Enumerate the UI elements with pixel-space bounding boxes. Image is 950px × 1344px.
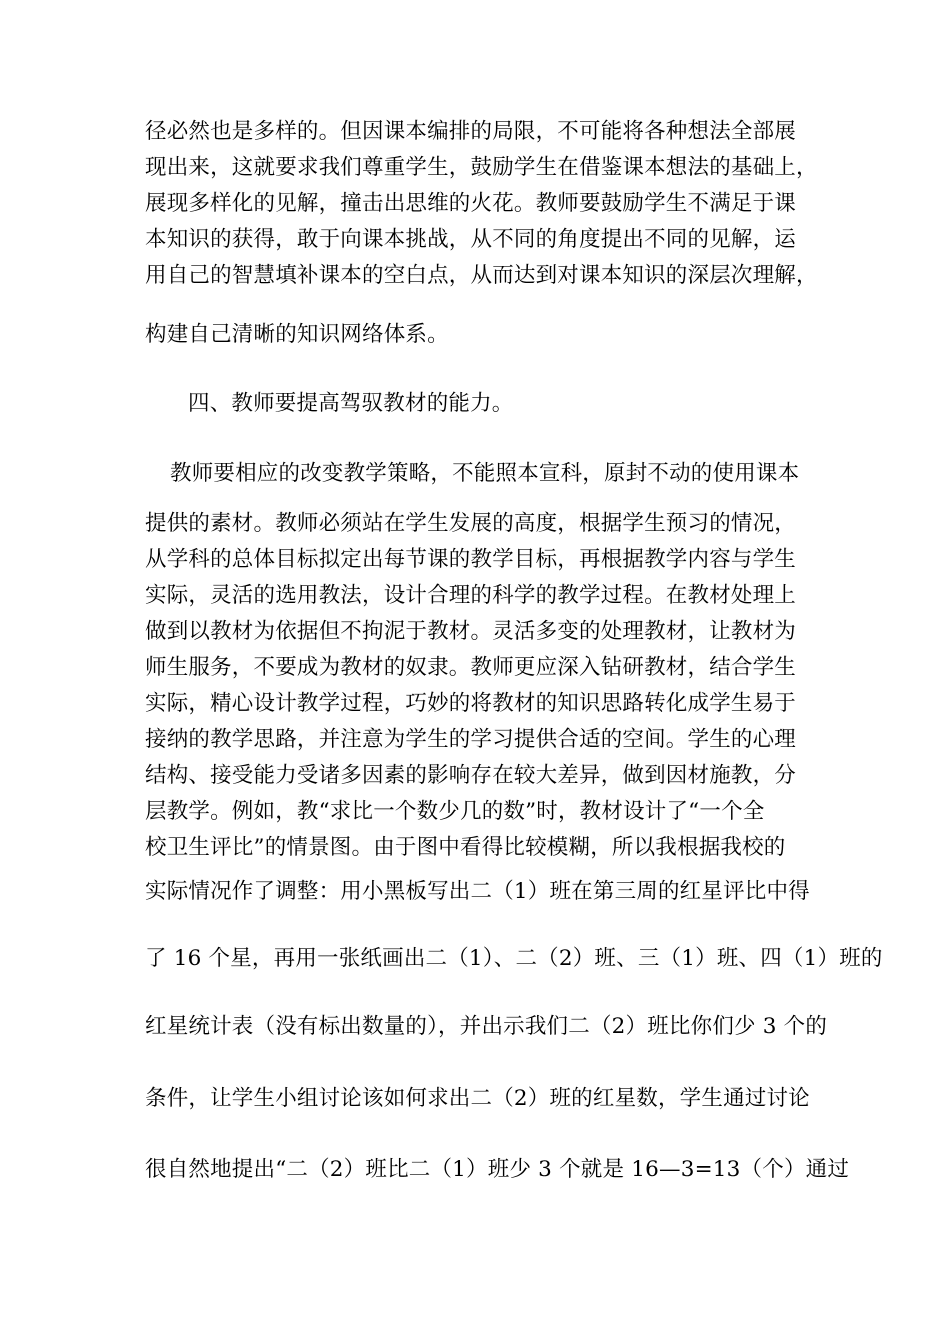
- paragraph-line: 现出来，这就要求我们尊重学生，鼓励学生在借鉴课本想法的基础上，: [145, 155, 818, 180]
- paragraph-line: 径必然也是多样的。但因课本编排的局限，不可能将各种想法全部展: [145, 119, 797, 144]
- paragraph-line: 校卫生评比”的情景图。由于图中看得比较模糊，所以我根据我校的: [145, 835, 786, 860]
- paragraph-line: 用自己的智慧填补课本的空白点，从而达到对课本知识的深层次理解，: [145, 263, 818, 288]
- paragraph-line: 从学科的总体目标拟定出每节课的教学目标，再根据教学内容与学生: [145, 547, 797, 572]
- paragraph-line: 结构、接受能力受诸多因素的影响存在较大差异，做到因材施教，分: [145, 763, 797, 788]
- paragraph-line: 做到以教材为依据但不拘泥于教材。灵活多变的处理教材，让教材为: [145, 619, 797, 644]
- paragraph-line: 条件，让学生小组讨论该如何求出二（2）班的红星数，学生通过讨论: [145, 1086, 810, 1111]
- paragraph-line: 接纳的教学思路，并注意为学生的学习提供合适的空间。学生的心理: [145, 727, 797, 752]
- paragraph-line: 很自然地提出“二（2）班比二（1）班少 3 个就是 16—3=13（个）通过: [145, 1157, 850, 1182]
- paragraph-line: 构建自己清晰的知识网络体系。: [145, 322, 449, 347]
- paragraph-line: 实际情况作了调整：用小黑板写出二（1）班在第三周的红星评比中得: [145, 879, 810, 904]
- section-heading: 四、教师要提高驾驭教材的能力。: [188, 391, 514, 416]
- paragraph-line: 展现多样化的见解，撞击出思维的火花。教师要鼓励学生不满足于课: [145, 191, 797, 216]
- paragraph-line: 红星统计表（没有标出数量的），并出示我们二（2）班比你们少 3 个的: [145, 1014, 828, 1039]
- paragraph-line: 实际，精心设计教学过程，巧妙的将教材的知识思路转化成学生易于: [145, 691, 797, 716]
- paragraph-line: 实际，灵活的选用教法，设计合理的科学的教学过程。在教材处理上: [145, 583, 797, 608]
- paragraph-line: 了 16 个星，再用一张纸画出二（1）、二（2）班、三（1）班、四（1）班的: [145, 946, 883, 971]
- paragraph-line: 提供的素材。教师必须站在学生发展的高度，根据学生预习的情况，: [145, 511, 797, 536]
- paragraph-line: 教师要相应的改变教学策略，不能照本宣科，原封不动的使用课本: [170, 461, 800, 486]
- paragraph-line: 师生服务，不要成为教材的奴隶。教师更应深入钻研教材，结合学生: [145, 655, 797, 680]
- paragraph-line: 层教学。例如，教“求比一个数少几的数”时，教材设计了“一个全: [145, 799, 765, 824]
- paragraph-line: 本知识的获得，敢于向课本挑战，从不同的角度提出不同的见解，运: [145, 227, 797, 252]
